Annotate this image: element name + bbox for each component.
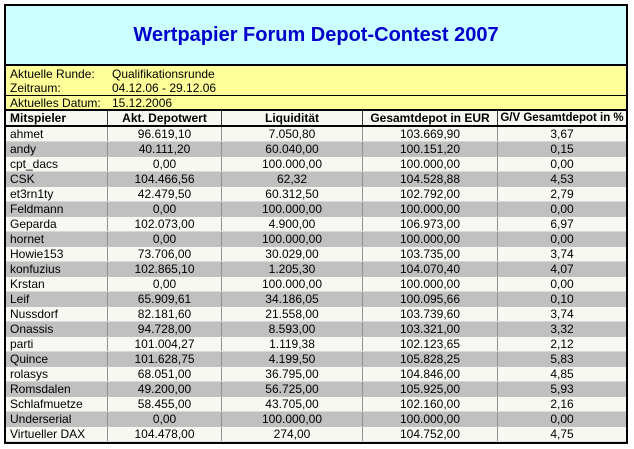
value-cell: 0,00 (550, 232, 574, 246)
value-cell: 96.619,10 (108, 127, 222, 141)
round-label: Aktuelle Runde: (10, 66, 95, 81)
value-cell: 100.000,00 (222, 202, 363, 216)
player-name-cell: Romsdalen (6, 382, 108, 396)
period-value: 04.12.06 - 29.12.06 (112, 81, 217, 95)
value-cell: 104.466,56 (108, 172, 222, 186)
value-cell: 100.000,00 (222, 157, 363, 171)
table-row (6, 382, 626, 397)
contest-spreadsheet (4, 4, 628, 444)
value-cell: 105.925,00 (363, 382, 498, 396)
value-cell: 0,00 (108, 232, 222, 246)
info-row-date (6, 96, 626, 111)
value-cell: 65.909,61 (108, 292, 222, 306)
column-header-mitspieler: Mitspieler (6, 111, 108, 125)
value-cell: 104.478,00 (108, 427, 222, 441)
table-header-row (6, 111, 626, 127)
table-row (6, 232, 626, 247)
value-cell: 4.199,50 (222, 352, 363, 366)
value-cell: 101.004,27 (108, 337, 222, 351)
value-cell: 104.752,00 (363, 427, 498, 441)
value-cell: 60.312,50 (222, 187, 363, 201)
value-cell: 0,00 (550, 412, 574, 426)
table-row (6, 337, 626, 352)
table-row (6, 352, 626, 367)
value-cell: 3,74 (550, 247, 574, 261)
player-name-cell: Krstan (6, 277, 108, 291)
value-cell: 0,00 (550, 157, 574, 171)
value-cell: 0,00 (108, 277, 222, 291)
table-row (6, 412, 626, 427)
player-name-cell: parti (6, 337, 108, 351)
value-cell: 102.792,00 (363, 187, 498, 201)
value-cell: 103.321,00 (363, 322, 498, 336)
value-cell: 4,07 (550, 262, 574, 276)
table-row (6, 187, 626, 202)
player-name-cell: Quince (6, 352, 108, 366)
value-cell: 58.455,00 (108, 397, 222, 411)
value-cell: 3,67 (550, 127, 574, 141)
table-row (6, 142, 626, 157)
value-cell: 100.000,00 (363, 157, 498, 171)
value-cell: 102.123,65 (363, 337, 498, 351)
column-header-gv-prozent: G/V Gesamtdepot in % (500, 112, 624, 124)
value-cell: 4.900,00 (222, 217, 363, 231)
player-name-cell: Onassis (6, 322, 108, 336)
player-name-cell: Geparda (6, 217, 108, 231)
player-name-cell: Schlafmuetze (6, 397, 108, 411)
title-banner (6, 6, 626, 66)
table-row (6, 427, 626, 442)
value-cell: 100.000,00 (363, 412, 498, 426)
date-label: Aktuelles Datum: (10, 95, 101, 110)
table-row (6, 367, 626, 382)
value-cell: 7.050,80 (222, 127, 363, 141)
value-cell: 100.000,00 (222, 277, 363, 291)
round-value: Qualifikationsrunde (112, 66, 215, 81)
value-cell: 103.735,00 (363, 247, 498, 261)
player-name-cell: Nussdorf (6, 307, 108, 321)
value-cell: 104.070,40 (363, 262, 498, 276)
value-cell: 5,83 (550, 352, 574, 366)
info-row-period (6, 81, 626, 96)
value-cell: 8.593,00 (222, 322, 363, 336)
value-cell: 1.119,38 (222, 337, 363, 351)
value-cell: 5,93 (550, 382, 574, 396)
value-cell: 34.186,05 (222, 292, 363, 306)
value-cell: 2,16 (550, 397, 574, 411)
value-cell: 73.706,00 (108, 247, 222, 261)
value-cell: 4,75 (550, 427, 574, 441)
player-name-cell: konfuzius (6, 262, 108, 276)
value-cell: 68.051,00 (108, 367, 222, 381)
table-row (6, 127, 626, 142)
value-cell: 0,10 (550, 292, 574, 306)
table-row (6, 262, 626, 277)
value-cell: 42.479,50 (108, 187, 222, 201)
table-row (6, 277, 626, 292)
table-row (6, 172, 626, 187)
value-cell: 4,85 (550, 367, 574, 381)
value-cell: 105.828,25 (363, 352, 498, 366)
column-header-liquiditaet: Liquidität (222, 111, 363, 125)
value-cell: 82.181,60 (108, 307, 222, 321)
player-name-cell: rolasys (6, 367, 108, 381)
value-cell: 36.795,00 (222, 367, 363, 381)
value-cell: 2,79 (550, 187, 574, 201)
value-cell: 1.205,30 (222, 262, 363, 276)
player-name-cell: Howie153 (6, 247, 108, 261)
table-row (6, 292, 626, 307)
player-name-cell: cpt_dacs (6, 157, 108, 171)
value-cell: 4,53 (550, 172, 574, 186)
value-cell: 40.111,20 (108, 142, 222, 156)
table-row (6, 397, 626, 412)
value-cell: 101.628,75 (108, 352, 222, 366)
value-cell: 0,15 (550, 142, 574, 156)
value-cell: 30.029,00 (222, 247, 363, 261)
column-header-gesamtdepot: Gesamtdepot in EUR (363, 111, 498, 125)
player-name-cell: Leif (6, 292, 108, 306)
table-row (6, 217, 626, 232)
value-cell: 103.669,90 (363, 127, 498, 141)
value-cell: 3,74 (550, 307, 574, 321)
value-cell: 62,32 (222, 172, 363, 186)
value-cell: 2,12 (550, 337, 574, 351)
player-name-cell: et3rn1ty (6, 187, 108, 201)
value-cell: 102.865,10 (108, 262, 222, 276)
value-cell: 104.846,00 (363, 367, 498, 381)
period-label: Zeitraum: (10, 81, 61, 95)
value-cell: 0,00 (550, 202, 574, 216)
table-body (6, 127, 626, 442)
value-cell: 103.739,60 (363, 307, 498, 321)
info-row-round (6, 66, 626, 81)
value-cell: 0,00 (108, 412, 222, 426)
table-row (6, 202, 626, 217)
value-cell: 274,00 (222, 427, 363, 441)
page-title: Wertpapier Forum Depot-Contest 2007 (133, 23, 499, 46)
table-row (6, 322, 626, 337)
player-name-cell: ahmet (6, 127, 108, 141)
value-cell: 6,97 (550, 217, 574, 231)
value-cell: 104.528,88 (363, 172, 498, 186)
table-row (6, 157, 626, 172)
value-cell: 100.000,00 (363, 277, 498, 291)
value-cell: 100.000,00 (222, 232, 363, 246)
value-cell: 60.040,00 (222, 142, 363, 156)
player-name-cell: Underserial (6, 412, 108, 426)
player-name-cell: CSK (6, 172, 108, 186)
table-row (6, 247, 626, 262)
player-name-cell: andy (6, 142, 108, 156)
value-cell: 56.725,00 (222, 382, 363, 396)
value-cell: 102.073,00 (108, 217, 222, 231)
value-cell: 100.000,00 (363, 232, 498, 246)
value-cell: 102.160,00 (363, 397, 498, 411)
value-cell: 21.558,00 (222, 307, 363, 321)
value-cell: 100.000,00 (363, 202, 498, 216)
value-cell: 43.705,00 (222, 397, 363, 411)
column-header-depotwert: Akt. Depotwert (108, 111, 222, 125)
value-cell: 100.151,20 (363, 142, 498, 156)
value-cell: 106.973,00 (363, 217, 498, 231)
date-value: 15.12.2006 (112, 95, 173, 110)
player-name-cell: hornet (6, 232, 108, 246)
value-cell: 3,32 (550, 322, 574, 336)
player-name-cell: Virtueller DAX (6, 427, 108, 441)
value-cell: 49.200,00 (108, 382, 222, 396)
value-cell: 0,00 (108, 157, 222, 171)
player-name-cell: Feldmann (6, 202, 108, 216)
value-cell: 0,00 (550, 277, 574, 291)
value-cell: 94.728,00 (108, 322, 222, 336)
value-cell: 100.000,00 (222, 412, 363, 426)
table-row (6, 307, 626, 322)
value-cell: 0,00 (108, 202, 222, 216)
value-cell: 100.095,66 (363, 292, 498, 306)
